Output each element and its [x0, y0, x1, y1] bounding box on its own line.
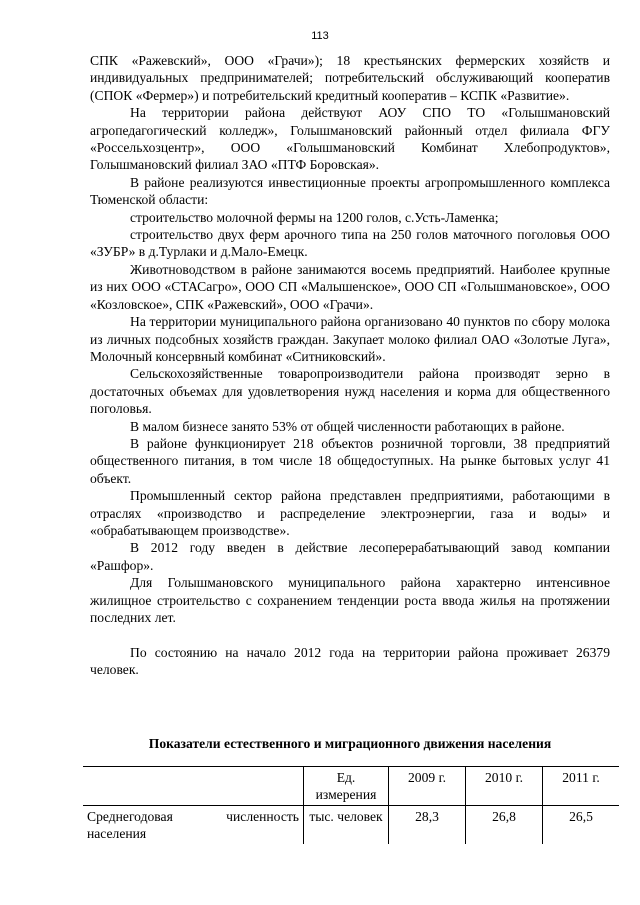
table-row — [83, 806, 619, 845]
table-cell: 26,5 — [543, 806, 620, 845]
paragraph: СПК «Ражевский», ООО «Грачи»); 18 крестьянских фермерских хозяйств и индивидуальных предпринимателей; потребительский обслуживающий кооператив (СПОК «Фермер») и потребительский кредитный кооператив – КСПК «Развитие». — [90, 53, 610, 103]
table-cell: 26,8 — [466, 806, 543, 845]
page-number: 113 — [311, 30, 329, 42]
paragraph: Для Голышмановского муниципального района характерно интенсивное жилищное строительство с сохранением тенденции роста ввода жилья на протяжении последних лет. — [90, 575, 610, 625]
document-body — [90, 52, 610, 679]
table-header-row — [83, 767, 619, 806]
table-header-cell: Ед. измерения — [304, 767, 389, 806]
table-header-cell: 2011 г. — [543, 767, 620, 806]
paragraph: В районе реализуются инвестиционные проекты агропромышленного комплекса Тюменской области: — [90, 174, 610, 208]
paragraph: строительство молочной фермы на 1200 голов, с.Усть-Ламенка; — [130, 209, 499, 225]
paragraph: Животноводством в районе занимаются восемь предприятий. Наиболее крупные из них ООО «СТАСагро», ООО СП «Малышенское», ООО СП «Голышмановское», ООО «Козловское», СПК «Ражевский», ООО «Грачи». — [90, 261, 610, 312]
paragraph: По состоянию на начало 2012 года на территории района проживает 26379 человек. — [90, 644, 610, 678]
paragraph: Промышленный сектор района представлен предприятиями, работающими в отраслях «производство и распределение электроэнергии, газа и воды» и «обрабатывающем производстве». — [90, 488, 610, 538]
table-header-cell: 2010 г. — [466, 767, 543, 806]
paragraph: В малом бизнесе занято 53% от общей численности работающих в районе. — [130, 418, 565, 434]
paragraph: В районе функционирует 218 объектов розничной торговли, 38 предприятий общественного питания, в том числе 18 общедоступных. На рынке бытовых услуг 41 объект. — [90, 435, 610, 486]
table-cell: 28,3 — [389, 806, 466, 845]
paragraph: На территории района действуют АОУ СПО ТО «Голышмановский агропедагогический колледж», Голышмановский районный отдел филиала ФГУ «Россельхозцентр», ООО «Голышмановский Комбинат Хлебопродуктов», Голышмановский филиал ЗАО «ПТФ Боровская». — [90, 105, 610, 173]
table-header-cell: 2009 г. — [389, 767, 466, 806]
population-table — [83, 766, 619, 844]
paragraph: Сельскохозяйственные товаропроизводители района производят зерно в достаточных объемах для удовлетворения нужд населения и корма для общественного поголовья. — [90, 366, 610, 417]
table-cell: тыс. человек — [304, 806, 389, 845]
table-header-cell — [83, 767, 304, 806]
table-cell: Среднегодовая численность населения — [87, 809, 299, 841]
table-title: Показатели естественного и миграционного движения населения — [148, 736, 552, 751]
paragraph: На территории муниципального района организовано 40 пунктов по сбору молока из личных подсобных хозяйств граждан. Закупает молоко филиал ОАО «Золотые Луга», Молочный консервный комбинат «Ситниковский». — [90, 314, 610, 364]
paragraph: В 2012 году введен в действие лесоперерабатывающий завод компании «Рашфор». — [90, 540, 610, 573]
paragraph: строительство двух ферм арочного типа на 250 голов маточного поголовья ООО «ЗУБР» в д.Турлаки и д.Мало-Емецк. — [90, 227, 610, 260]
